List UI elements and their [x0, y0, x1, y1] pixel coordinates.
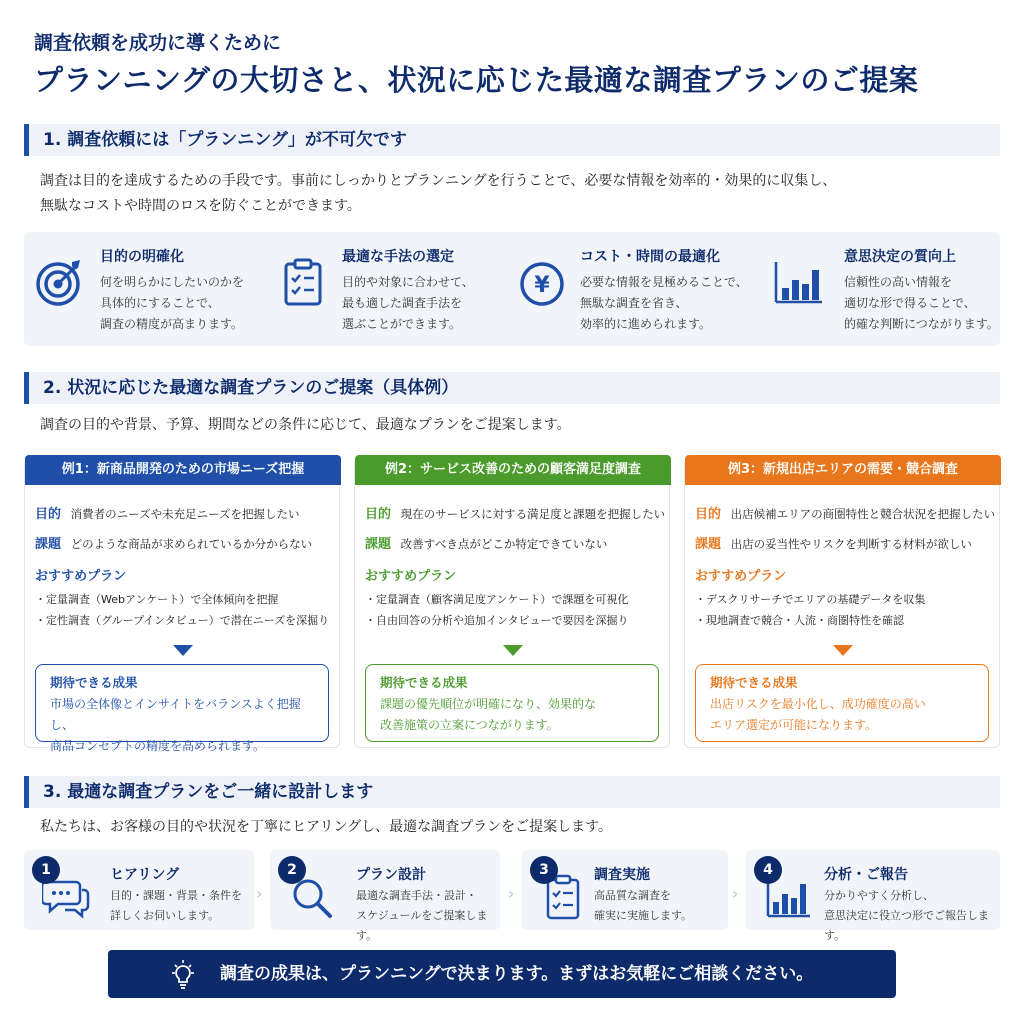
expected-result-box: [365, 664, 659, 742]
bar-chart-icon: [772, 256, 824, 308]
case-purpose: 目的 現在のサービスに対する満足度と課題を把握したい: [365, 507, 666, 522]
recommended-plan-label: おすすめプラン: [365, 569, 457, 584]
case-purpose: 目的 消費者のニーズや未充足ニーズを把握したい: [35, 507, 300, 522]
benefit-desc: 目的や対象に合わせて、 最も適した調査手法を 選ぶことができます。: [342, 275, 474, 331]
step-number: 4: [754, 856, 782, 884]
cta-banner-text: 調査の成果は、プランニングで決まります。まずはお気軽にご相談ください。: [220, 964, 814, 984]
plan-bullet: ・定性調査（グループインタビュー）で潜在ニーズを深掘り: [35, 614, 330, 627]
clipboard-checklist-icon: [278, 256, 330, 308]
section1-lead-line1: 調査は目的を達成するための手段です。事前にしっかりとプランニングを行うことで、必要な情報を効率的・効果的に収集し、: [40, 173, 837, 189]
down-arrow-icon: [833, 645, 853, 656]
case-card-header: 例1：新商品開発のための市場ニーズ把握: [25, 455, 341, 485]
benefit-desc: 何を明らかにしたいのかを 具体的にすることで、 調査の精度が高まります。: [100, 275, 245, 331]
down-arrow-icon: [503, 645, 523, 656]
section3-lead: 私たちは、お客様の目的や状況を丁寧にヒアリングし、最適な調査プランをご提案します。: [40, 819, 613, 835]
section1-heading: 1. 調査依頼には「プランニング」が不可欠です: [24, 124, 1000, 156]
benefit-title: コスト・時間の最適化: [580, 249, 720, 265]
step-desc: 目的・課題・背景・条件を 詳しくお伺いします。: [110, 889, 242, 922]
process-steps: [24, 850, 1000, 942]
step-number: 3: [530, 856, 558, 884]
step-number: 1: [32, 856, 60, 884]
expected-result-text: 出店リスクを最小化し、成功確度の高い エリア選定が可能になります。: [710, 697, 926, 732]
expected-result-label: 期待できる成果: [710, 675, 798, 690]
plan-bullet: ・自由回答の分析や追加インタビューで要因を深掘り: [365, 614, 629, 627]
case-card-header: 例3：新規出店エリアの需要・競合調査: [685, 455, 1001, 485]
plan-bullet: ・現地調査で競合・人流・商圏特性を確認: [695, 614, 904, 627]
benefit-item: [512, 232, 756, 346]
process-step-1: [24, 850, 254, 930]
page-subtitle: 調査依頼を成功に導くために: [34, 32, 282, 54]
process-step-4: [746, 850, 1000, 942]
case-issue: 課題 出店の妥当性やリスクを判断する材料が欲しい: [695, 537, 972, 552]
case-issue: 課題 改善すべき点がどこか特定できていない: [365, 537, 608, 552]
recommended-plan-label: おすすめプラン: [35, 569, 127, 584]
expected-result-box: [695, 664, 989, 742]
case-card-2: [354, 458, 670, 748]
benefit-title: 意思決定の質向上: [844, 249, 956, 265]
benefit-title: 最適な手法の選定: [342, 249, 454, 265]
process-step-3: [522, 850, 728, 930]
benefit-title: 目的の明確化: [100, 249, 184, 265]
plan-bullet: ・定量調査（Webアンケート）で全体傾向を把握: [35, 593, 279, 606]
svg-text:¥: ¥: [534, 273, 550, 298]
expected-result-label: 期待できる成果: [50, 675, 138, 690]
chevron-right-icon: ›: [732, 884, 739, 903]
case-card-3: [684, 458, 1000, 748]
expected-result-text: 市場の全体像とインサイトをバランスよく把握し、 商品コンセプトの精度を高められます。: [50, 697, 301, 753]
section3-heading: 3. 最適な調査プランをご一緒に設計します: [24, 776, 1000, 808]
plan-bullet: ・定量調査（顧客満足度アンケート）で課題を可視化: [365, 593, 629, 606]
benefit-item: [756, 232, 1000, 346]
expected-result-box: [35, 664, 329, 753]
lightbulb-icon: [168, 960, 198, 990]
step-number: 2: [278, 856, 306, 884]
page-title: プランニングの大切さと、状況に応じた最適な調査プランのご提案: [34, 63, 919, 97]
expected-result-label: 期待できる成果: [380, 675, 468, 690]
benefit-item: [24, 232, 268, 346]
section2-heading: 2. 状況に応じた最適な調査プランのご提案（具体例）: [24, 372, 1000, 404]
step-desc: 分かりやすく分析し、 意思決定に役立つ形でご報告します。: [824, 889, 989, 942]
step-title: 調査実施: [594, 867, 650, 883]
target-icon: [34, 256, 86, 308]
yen-icon: [516, 256, 568, 308]
process-step-2: [270, 850, 500, 942]
section1-lead-line2: 無駄なコストや時間のロスを防ぐことができます。: [40, 198, 361, 214]
down-arrow-icon: [173, 645, 193, 656]
case-card-1: [24, 458, 340, 753]
case-purpose: 目的 出店候補エリアの商圏特性と競合状況を把握したい: [695, 507, 996, 522]
benefit-desc: 必要な情報を見極めることで、 無駄な調査を省き、 効率的に進められます。: [580, 275, 748, 331]
expected-result-text: 課題の優先順位が明確になり、効果的な 改善施策の立案につながります。: [380, 697, 597, 732]
step-title: ヒアリング: [110, 867, 180, 883]
step-desc: 最適な調査手法・設計・ スケジュールをご提案します。: [356, 889, 488, 942]
step-title: プラン設計: [356, 867, 426, 883]
cta-banner: [108, 950, 896, 998]
benefit-item: [268, 232, 512, 346]
section2-lead: 調査の目的や背景、予算、期間などの条件に応じて、最適なプランをご提案します。: [40, 417, 571, 433]
benefits-panel: [24, 232, 1000, 346]
case-issue: 課題 どのような商品が求められているか分からない: [35, 537, 313, 552]
step-desc: 高品質な調査を 確実に実施します。: [594, 889, 693, 922]
case-card-header: 例2：サービス改善のための顧客満足度調査: [355, 455, 671, 485]
chevron-right-icon: ›: [508, 884, 515, 903]
step-title: 分析・ご報告: [824, 867, 908, 883]
plan-bullet: ・デスクリサーチでエリアの基礎データを収集: [695, 593, 926, 606]
recommended-plan-label: おすすめプラン: [695, 569, 787, 584]
chevron-right-icon: ›: [256, 884, 263, 903]
benefit-desc: 信頼性の高い情報を 適切な形で得ることで、 的確な判断につながります。: [844, 275, 999, 331]
